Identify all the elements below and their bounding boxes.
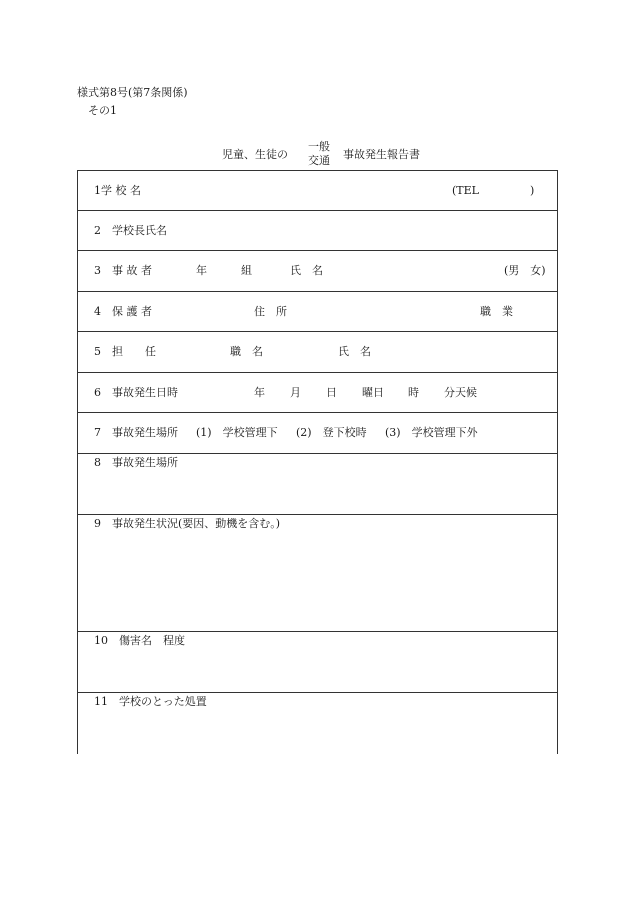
accident-datetime-label: 6 事故発生日時 bbox=[94, 386, 178, 399]
place-option-commute: (2) 登下校時 bbox=[296, 426, 367, 439]
victim-gender-label: (男 女) bbox=[504, 264, 546, 277]
title-stack-top: 一般 bbox=[308, 140, 330, 153]
row-divider bbox=[77, 514, 558, 515]
victim-class-label: 組 bbox=[241, 264, 252, 277]
row-divider bbox=[77, 692, 558, 693]
row-divider bbox=[77, 631, 558, 632]
guardian-address-label: 住 所 bbox=[254, 305, 287, 318]
title-prefix: 児童、生徒の bbox=[222, 148, 288, 161]
guardian-occupation-label: 職 業 bbox=[480, 305, 513, 318]
table-right-border bbox=[557, 170, 558, 754]
form-number: 様式第8号(第7条関係) bbox=[77, 86, 188, 99]
place-option-school: (1) 学校管理下 bbox=[196, 426, 278, 439]
datetime-hour: 時 bbox=[408, 386, 419, 399]
title-stack-bottom: 交通 bbox=[308, 154, 330, 167]
teacher-name-label: 氏 名 bbox=[338, 345, 371, 358]
accident-place-label: 8 事故発生場所 bbox=[94, 456, 178, 469]
row-divider bbox=[77, 291, 558, 292]
datetime-weekday: 曜日 bbox=[362, 386, 384, 399]
accident-situation-label: 9 事故発生状況(要因、動機を含む。) bbox=[94, 517, 281, 530]
accident-place-category-label: 7 事故発生場所 bbox=[94, 426, 178, 439]
injury-label: 10 傷害名 程度 bbox=[94, 634, 185, 647]
row-divider bbox=[77, 412, 558, 413]
victim-label: 3 事 故 者 bbox=[94, 264, 152, 277]
guardian-label: 4 保 護 者 bbox=[94, 305, 152, 318]
datetime-month: 月 bbox=[290, 386, 301, 399]
victim-year-label: 年 bbox=[196, 264, 207, 277]
datetime-day: 日 bbox=[326, 386, 337, 399]
principal-name-label: 2 学校長氏名 bbox=[94, 224, 167, 237]
victim-name-label: 氏 名 bbox=[290, 264, 323, 277]
row-divider bbox=[77, 170, 558, 171]
tel-close: ) bbox=[530, 184, 535, 197]
place-option-outside: (3) 学校管理下外 bbox=[385, 426, 478, 439]
school-name-label: 1学 校 名 bbox=[94, 184, 141, 197]
row-divider bbox=[77, 453, 558, 454]
row-divider bbox=[77, 372, 558, 373]
row-divider bbox=[77, 210, 558, 211]
tel-label: (TEL bbox=[452, 184, 479, 197]
teacher-title-label: 職 名 bbox=[230, 345, 263, 358]
title-stack bbox=[305, 140, 333, 168]
row-divider bbox=[77, 250, 558, 251]
datetime-year: 年 bbox=[254, 386, 265, 399]
title-suffix: 事故発生報告書 bbox=[343, 148, 420, 161]
table-left-border bbox=[77, 170, 78, 754]
homeroom-teacher-label: 5 担 任 bbox=[94, 345, 156, 358]
datetime-minute-weather: 分天候 bbox=[444, 386, 477, 399]
row-divider bbox=[77, 331, 558, 332]
form-part: その1 bbox=[88, 104, 117, 117]
school-action-label: 11 学校のとった処置 bbox=[94, 695, 207, 708]
